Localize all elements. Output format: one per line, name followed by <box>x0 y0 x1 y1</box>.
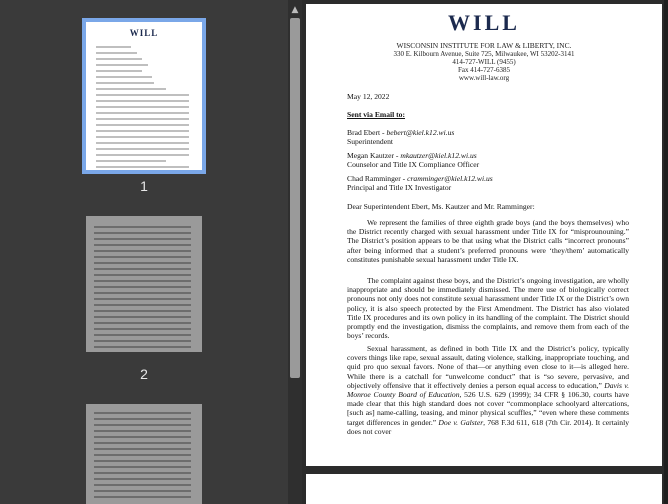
thumbnail-sidebar <box>0 0 288 504</box>
sidebar-scrollbar-thumb[interactable] <box>290 18 300 378</box>
page-thumbnail-1[interactable] <box>86 22 202 170</box>
recipient-3-name: Chad Ramminger - <box>347 174 408 183</box>
salutation: Dear Superintendent Ebert, Ms. Kautzer and Mr. Ramminger: <box>347 202 535 211</box>
recipient-1-title: Superintendent <box>347 137 393 147</box>
paragraph-3-text-c: , 768 F.3d 611, 618 (7th Cir. 2014). It certainly does not cover <box>347 417 629 436</box>
page-number-1: 1 <box>140 178 148 194</box>
document-viewer <box>302 0 668 504</box>
org-phone: 414-727-WILL (9455) <box>452 58 516 66</box>
document-page-2 <box>306 474 662 504</box>
recipient-2-title: Counselor and Title IX Compliance Officer <box>347 160 480 170</box>
paragraph-1-text: We represent the families of three eighth grade boys (and the boys themselves) who the District recently charged with sexual harassment under Title IX for “misprounouning.” The District’s position appears to be that using what the District calls “incorrect pronouns” after being informed that a student’s preferred pronouns were ‘they/them’ automatically constitutes punishable sexual harassment under Title IX. <box>347 218 629 264</box>
paragraph-2 <box>347 276 629 340</box>
letter-date: May 12, 2022 <box>347 92 390 101</box>
page-thumbnail-3[interactable] <box>86 404 202 504</box>
org-fax: Fax 414-727-6385 <box>458 66 510 74</box>
paragraph-1 <box>347 218 629 264</box>
page-thumbnail-2[interactable] <box>86 216 202 352</box>
org-logo: WILL <box>448 10 520 35</box>
org-address: 330 E. Kilbourn Avenue, Suite 725, Milwaukee, WI 53202-3141 <box>393 50 575 58</box>
recipient-1-email[interactable]: bebert@kiel.k12.wi.us <box>386 128 455 137</box>
sent-via-heading: Sent via Email to: <box>347 110 406 119</box>
paragraph-3-text-b: , 526 U.S. 629 (1999); 34 CFR § 106.30, courts have made clear that this high standard does not cover “commonplace schoolyard altercations, [such as] name-calling, teasing, and minor physical scuffles,” “even where these comments target differences in gender.” <box>347 390 629 427</box>
recipient-2-name: Megan Kautzer - <box>347 151 401 160</box>
scroll-up-arrow-icon[interactable]: ▲ <box>291 5 299 15</box>
recipient-1-name: Brad Ebert - <box>347 128 387 137</box>
page-number-2: 2 <box>140 366 148 382</box>
case-citation-davis: Davis v. Monroe County Board of Education <box>347 380 629 400</box>
recipient-3 <box>347 174 629 192</box>
thumb-logo: WILL <box>129 28 159 38</box>
document-page <box>306 4 662 466</box>
case-citation-galster: Doe v. Galster <box>438 417 484 427</box>
sidebar-scrollbar[interactable] <box>288 0 302 504</box>
paragraph-3 <box>347 344 629 436</box>
recipient-2 <box>347 151 629 169</box>
recipient-3-email[interactable]: cramminger@kiel.k12.wi.us <box>407 174 493 183</box>
paragraph-2-text: The complaint against these boys, and the District’s ongoing investigation, are wholly inappropriate and should be immediately dismissed. The mere use of biologically correct pronouns not only does not constitute sexual harassment under Title IX or the District’s own policy, it is also speech protected by the First Amendment. The District has also violated Title IX procedures and its own policy in its handling of the complaint. The District should promptly end the investigation, dismiss the complaints, and remove them from each of the boys’ records. <box>347 276 629 341</box>
viewer-scrollbar[interactable] <box>664 0 668 504</box>
recipient-1 <box>347 128 629 146</box>
recipient-2-email[interactable]: mkautzer@kiel.k12.wi.us <box>400 151 477 160</box>
org-website: www.will-law.org <box>458 74 510 82</box>
recipient-3-title: Principal and Title IX Investigator <box>347 183 452 193</box>
paragraph-3-text-a: Sexual harassment, as defined in both Title IX and the District’s policy, typically covers things like rape, sexual assault, dating violence, stalking, inappropriate touching, and quid pro quo sexual favors. None of that—or anything even close to it—is alleged here. While there is a catchall for “unwelcome conduct” that is “so severe, pervasive, and objectively offensive that it effectively denies a person equal access to education,” <box>347 344 629 390</box>
org-name: WISCONSIN INSTITUTE FOR LAW & LIBERTY, INC. <box>396 41 572 50</box>
